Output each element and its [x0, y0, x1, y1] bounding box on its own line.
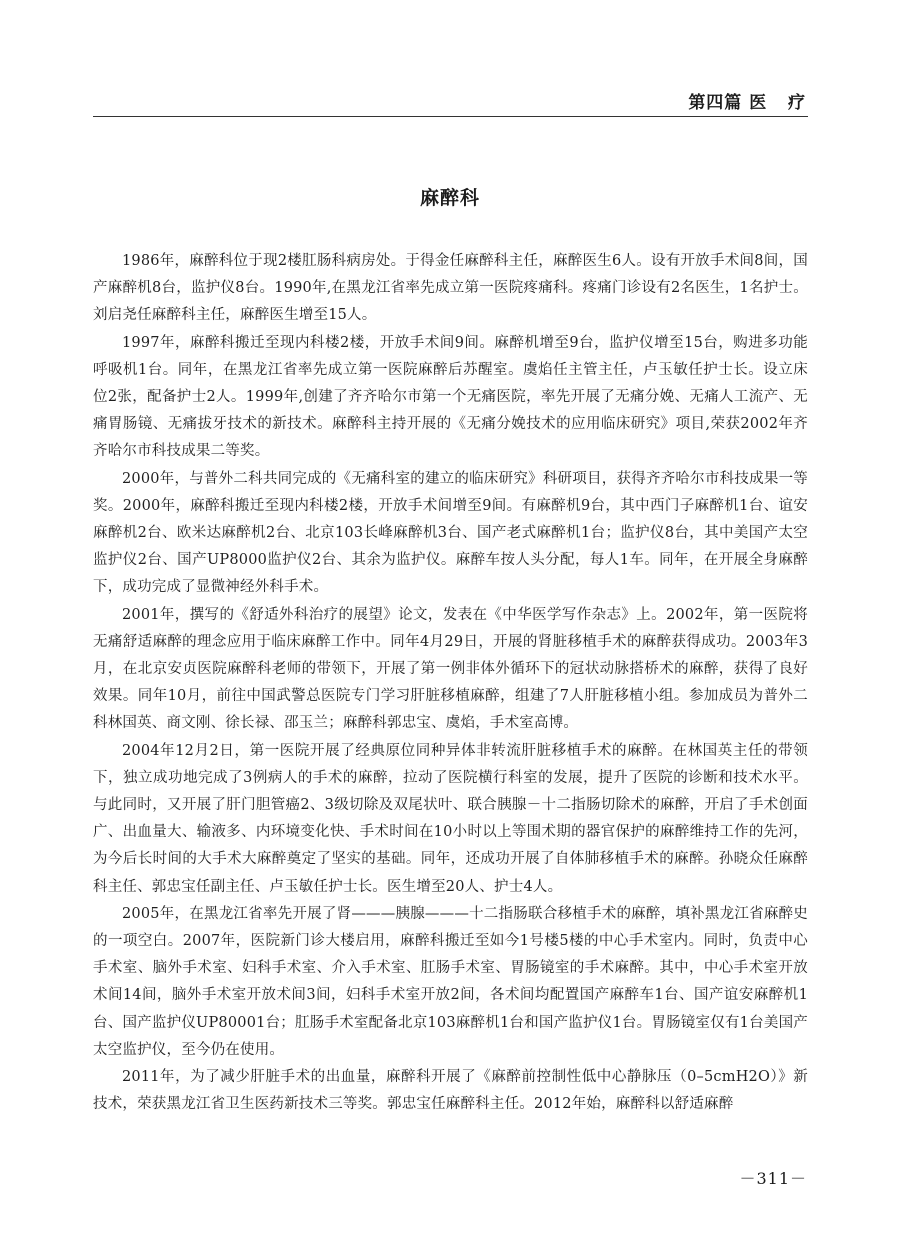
paragraph: 1997年，麻醉科搬迁至现内科楼2楼，开放手术间9间。麻醉机增至9台，监护仪增至15台，购进多功能呼吸机1台。同年，在黑龙江省率先成立第一医院麻醉后苏醒室。虞焰任主管主任，卢玉敏任护士长。设立床位2张，配备护士2人。1999年,创建了齐齐哈尔市第一个无痛医院，率先开展了无痛分娩、无痛人工流产、无痛胃肠镜、无痛拔牙技术的新技术。麻醉科主持开展的《无痛分娩技术的应用临床研究》项目,荣获2002年齐齐哈尔市科技成果二等奖。 [93, 334, 808, 460]
paragraph: 2005年，在黑龙江省率先开展了肾———胰腺———十二指肠联合移植手术的麻醉，填补黑龙江省麻醉史的一项空白。2007年，医院新门诊大楼启用，麻醉科搬迁至如今1号楼5楼的中心手术室内。同时，负责中心手术室、脑外手术室、妇科手术室、介入手术室、肛肠手术室、胃肠镜室的手术麻醉。其中，中心手术室开放术间14间，脑外手术室开放术间3间，妇科手术室开放2间，各术间均配置国产麻醉车1台、国产谊安麻醉机1台、国产监护仪UP80001台；肛肠手术室配备北京103麻醉机1台和国产监护仪1台。胃肠镜室仅有1台美国产太空监护仪，至今仍在使用。 [93, 905, 808, 1058]
section-title: 麻醉科 [419, 187, 480, 209]
paragraph: 2011年，为了减少肝脏手术的出血量，麻醉科开展了《麻醉前控制性低中心静脉压（0–5cmH2O）》新技术，荣获黑龙江省卫生医药新技术三等奖。郭忠宝任麻醉科主任。2012年始，麻醉科以舒适麻醉 [93, 1069, 808, 1113]
paragraph: 2001年，撰写的《舒适外科治疗的展望》论文，发表在《中华医学写作杂志》上。2002年，第一医院将无痛舒适麻醉的理念应用于临床麻醉工作中。同年4月29日，开展的肾脏移植手术的麻醉获得成功。2003年3月，在北京安贞医院麻醉科老师的带领下，开展了第一例非体外循环下的冠状动脉搭桥术的麻醉，获得了良好效果。同年10月，前往中国武警总医院专门学习肝脏移植麻醉，组建了7人肝脏移植小组。参加成员为普外二科林国英、商文刚、徐长禄、邵玉兰；麻醉科郭忠宝、虞焰，手术室高博。 [93, 606, 808, 732]
body-text [93, 248, 808, 1119]
running-header [93, 86, 808, 117]
paragraph: 2004年12月2日，第一医院开展了经典原位同种异体非转流肝脏移植手术的麻醉。在林国英主任的带领下，独立成功地完成了3例病人的手术的麻醉，拉动了医院横行科室的发展，提升了医院的诊断和技术水平。与此同时，又开展了肝门胆管癌2、3级切除及双尾状叶、联合胰腺－十二指肠切除术的麻醉，开启了手术创面广、出血量大、输液多、内环境变化快、手术时间在10小时以上等围术期的器官保护的麻醉维持工作的先河，为今后长时间的大手术大麻醉奠定了坚实的基础。同年，还成功开展了自体肺移植手术的麻醉。孙晓众任麻醉科主任、郭忠宝任副主任、卢玉敏任护士长。医生增至20人、护士4人。 [93, 742, 808, 895]
paragraph: 2000年，与普外二科共同完成的《无痛科室的建立的临床研究》科研项目，获得齐齐哈尔市科技成果一等奖。2000年，麻醉科搬迁至现内科楼2楼，开放手术间增至9间。有麻醉机9台，其中西门子麻醉机1台、谊安麻醉机2台、欧米达麻醉机2台、北京103长峰麻醉机3台、国产老式麻醉机1台；监护仪8台，其中美国产太空监护仪2台、国产UP8000监护仪2台、其余为监护仪。麻醉车按人头分配，每人1车。同年，在开展全身麻醉下，成功完成了显微神经外科手术。 [93, 470, 808, 596]
header-title: 第四篇 医 疗 [688, 93, 806, 113]
page-number: －311－ [739, 1169, 807, 1188]
paragraph: 1986年，麻醉科位于现2楼肛肠科病房处。于得金任麻醉科主任，麻醉医生6人。设有开放手术间8间，国产麻醉机8台，监护仪8台。1990年,在黑龙江省率先成立第一医院疼痛科。疼痛门诊设有2名医生，1名护士。刘启尧任麻醉科主任，麻醉医生增至15人。 [93, 253, 808, 324]
